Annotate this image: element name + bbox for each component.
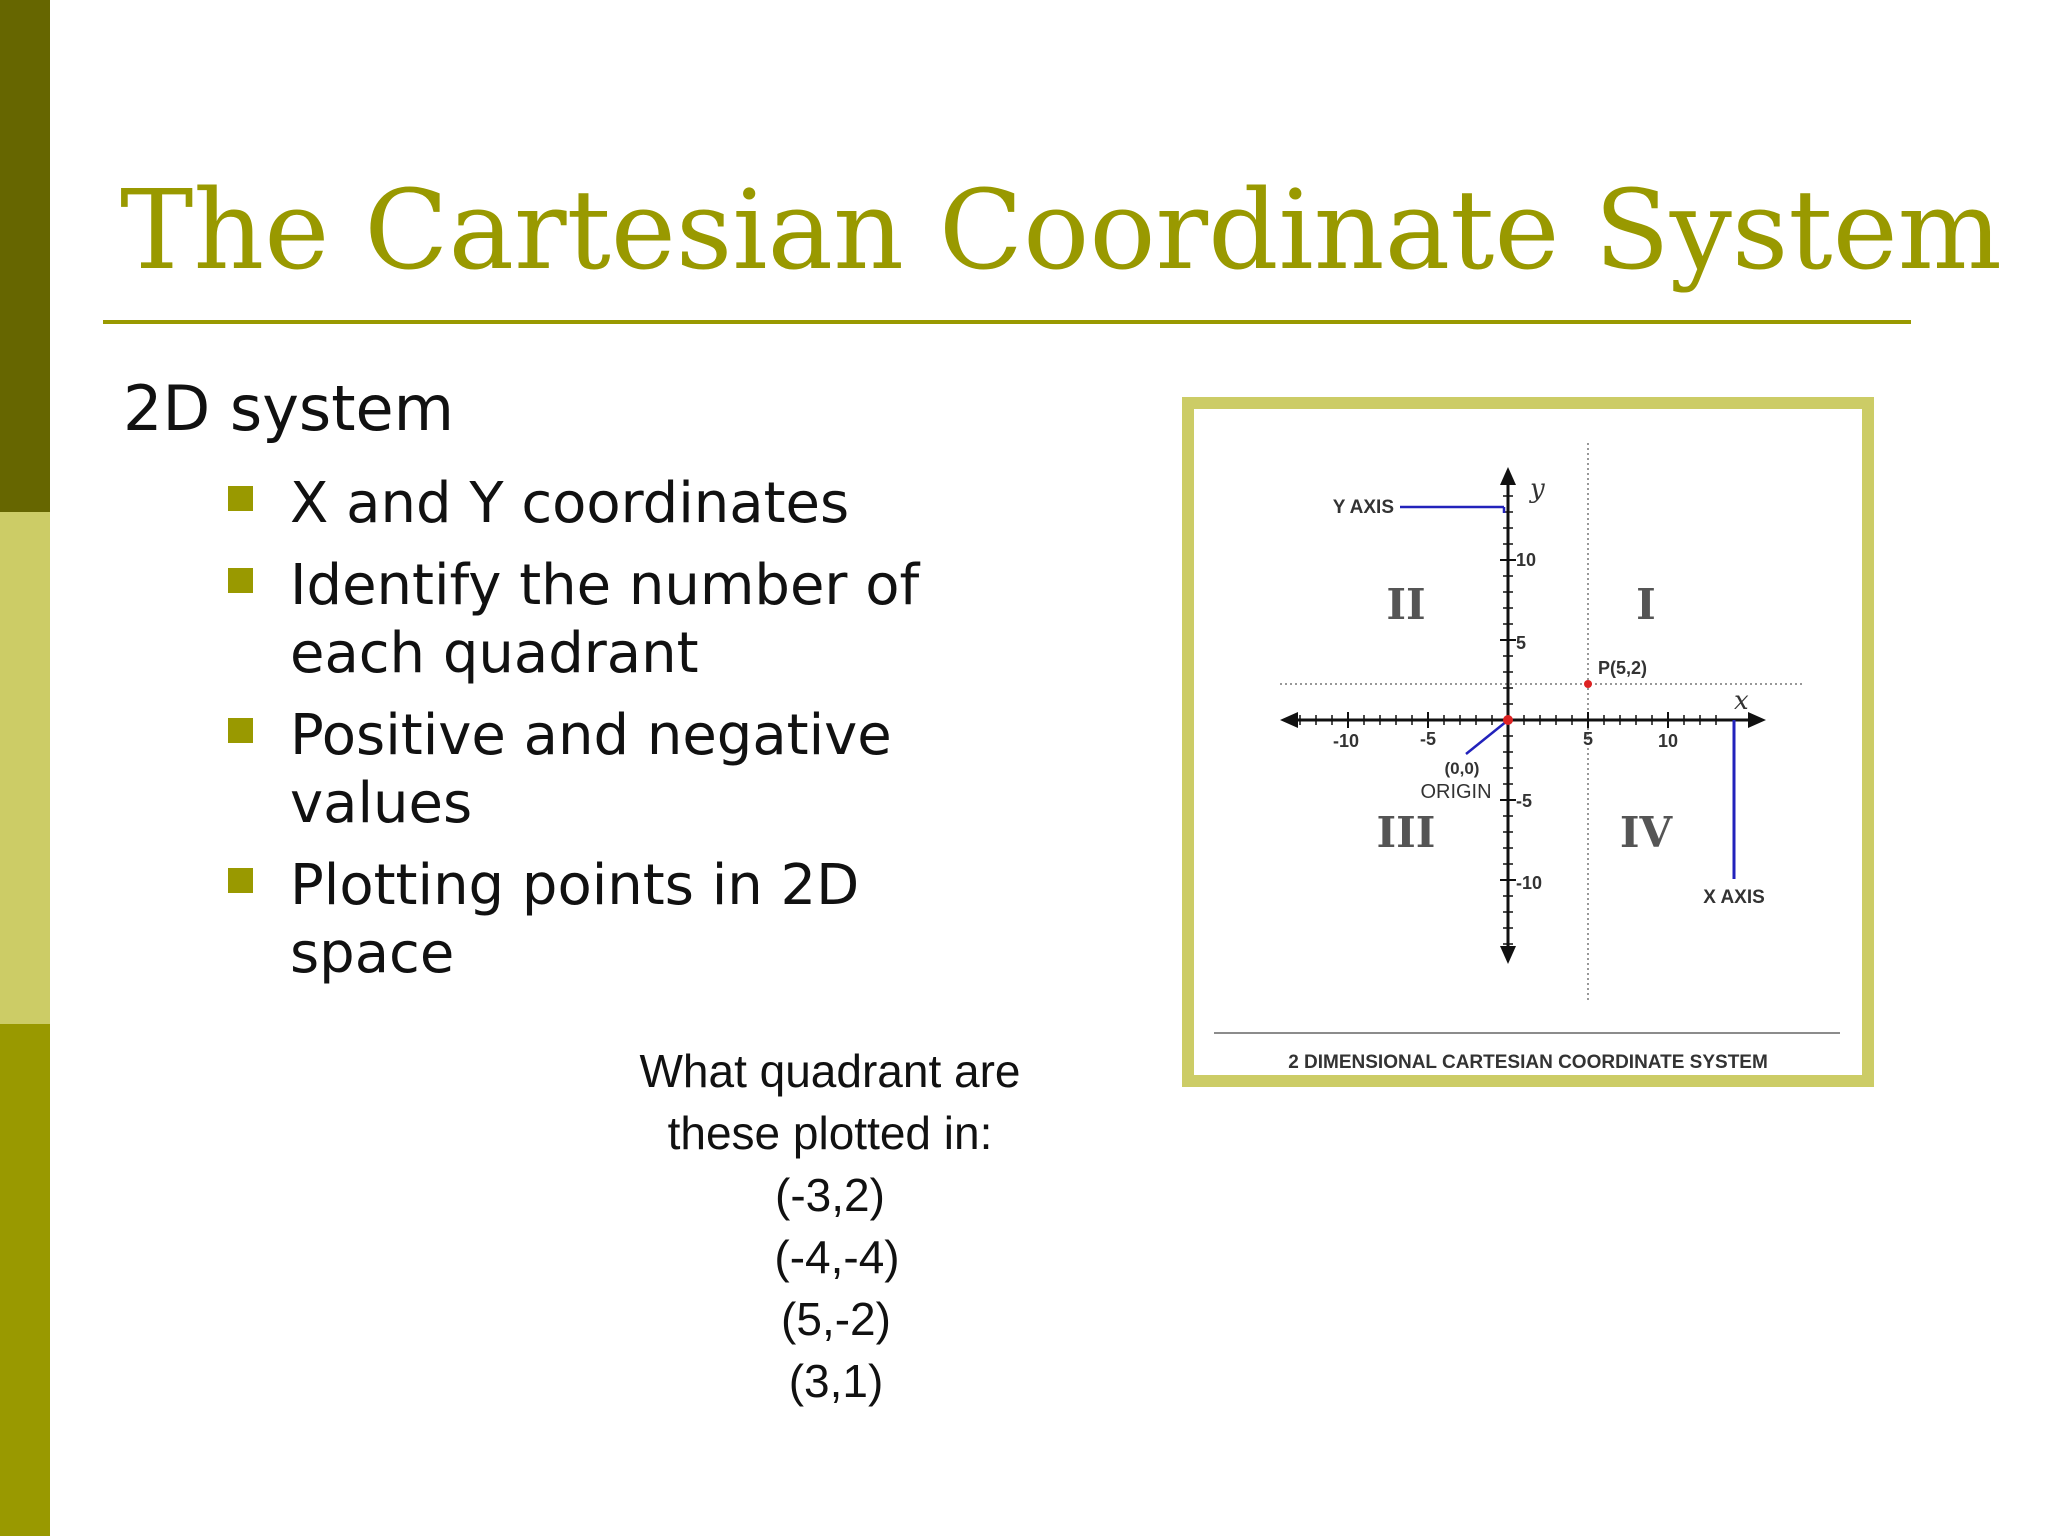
quadrant-label-iv: IV [1619,808,1673,857]
bullet-item [228,552,988,688]
bullet-text: Positive and negative values [290,703,892,836]
origin-dot [1503,715,1513,725]
y-tick-label: -5 [1516,791,1533,811]
origin-pointer-line [1466,721,1507,754]
y-symbol: y [1530,474,1545,504]
y-axis-top-arrow-icon [1500,467,1516,485]
subheading: 2D system [123,372,455,445]
origin-coords-label: (0,0) [1444,759,1480,778]
bullet-text: Identify the number of each quadrant [290,553,920,686]
y-axis-label: Y AXIS [1332,497,1394,518]
square-bullet-icon [228,718,253,743]
side-bar-bottom [0,1024,50,1536]
title-divider [103,320,1911,324]
y-tick-label: 10 [1516,550,1537,570]
slide-title: The Cartesian Coordinate System [120,166,2002,294]
quadrant-question [570,1040,1090,1412]
point-p-dot [1584,680,1592,688]
question-point: (-4,-4) [774,1231,900,1283]
x-tick-label: 5 [1582,729,1594,749]
quadrant-label-iii: III [1376,808,1436,857]
bullet-item [228,852,988,988]
x-symbol: x [1734,686,1749,716]
coordinate-figure [1182,397,1874,1087]
bullet-list [228,470,988,1002]
x-axis-left-arrow-icon [1280,712,1298,728]
x-axis-label: X AXIS [1703,887,1765,908]
square-bullet-icon [228,486,253,511]
question-point: (-3,2) [775,1169,885,1221]
quadrant-label-ii: II [1386,580,1426,629]
x-tick-label: 10 [1657,731,1679,751]
square-bullet-icon [228,568,253,593]
figure-caption: 2 DIMENSIONAL CARTESIAN COORDINATE SYSTEM [1288,1052,1768,1073]
coordinate-plane-diagram [1194,409,1862,1049]
figure-canvas [1194,409,1862,1075]
side-bar-middle [0,512,50,1024]
square-bullet-icon [228,868,253,893]
question-point: (3,1) [788,1355,884,1407]
side-bar-top [0,0,50,512]
x-tick-label: -10 [1332,731,1360,751]
y-tick-label: -10 [1516,873,1543,893]
bullet-text: X and Y coordinates [290,471,850,536]
y-axis-bottom-arrow-icon [1500,946,1516,964]
quadrant-label-i: I [1636,580,1656,629]
x-tick-label: -5 [1419,729,1437,749]
question-prompt: What quadrant are [639,1045,1021,1097]
question-prompt: these plotted in: [667,1107,993,1159]
bullet-item [228,470,988,538]
question-point: (5,-2) [781,1293,891,1345]
bullet-item [228,702,988,838]
x-axis-right-arrow-icon [1748,712,1766,728]
point-p-label: P(5,2) [1598,658,1648,678]
bullet-text: Plotting points in 2D space [290,853,860,986]
y-tick-label: 5 [1516,633,1527,653]
origin-label: ORIGIN [1420,781,1492,803]
